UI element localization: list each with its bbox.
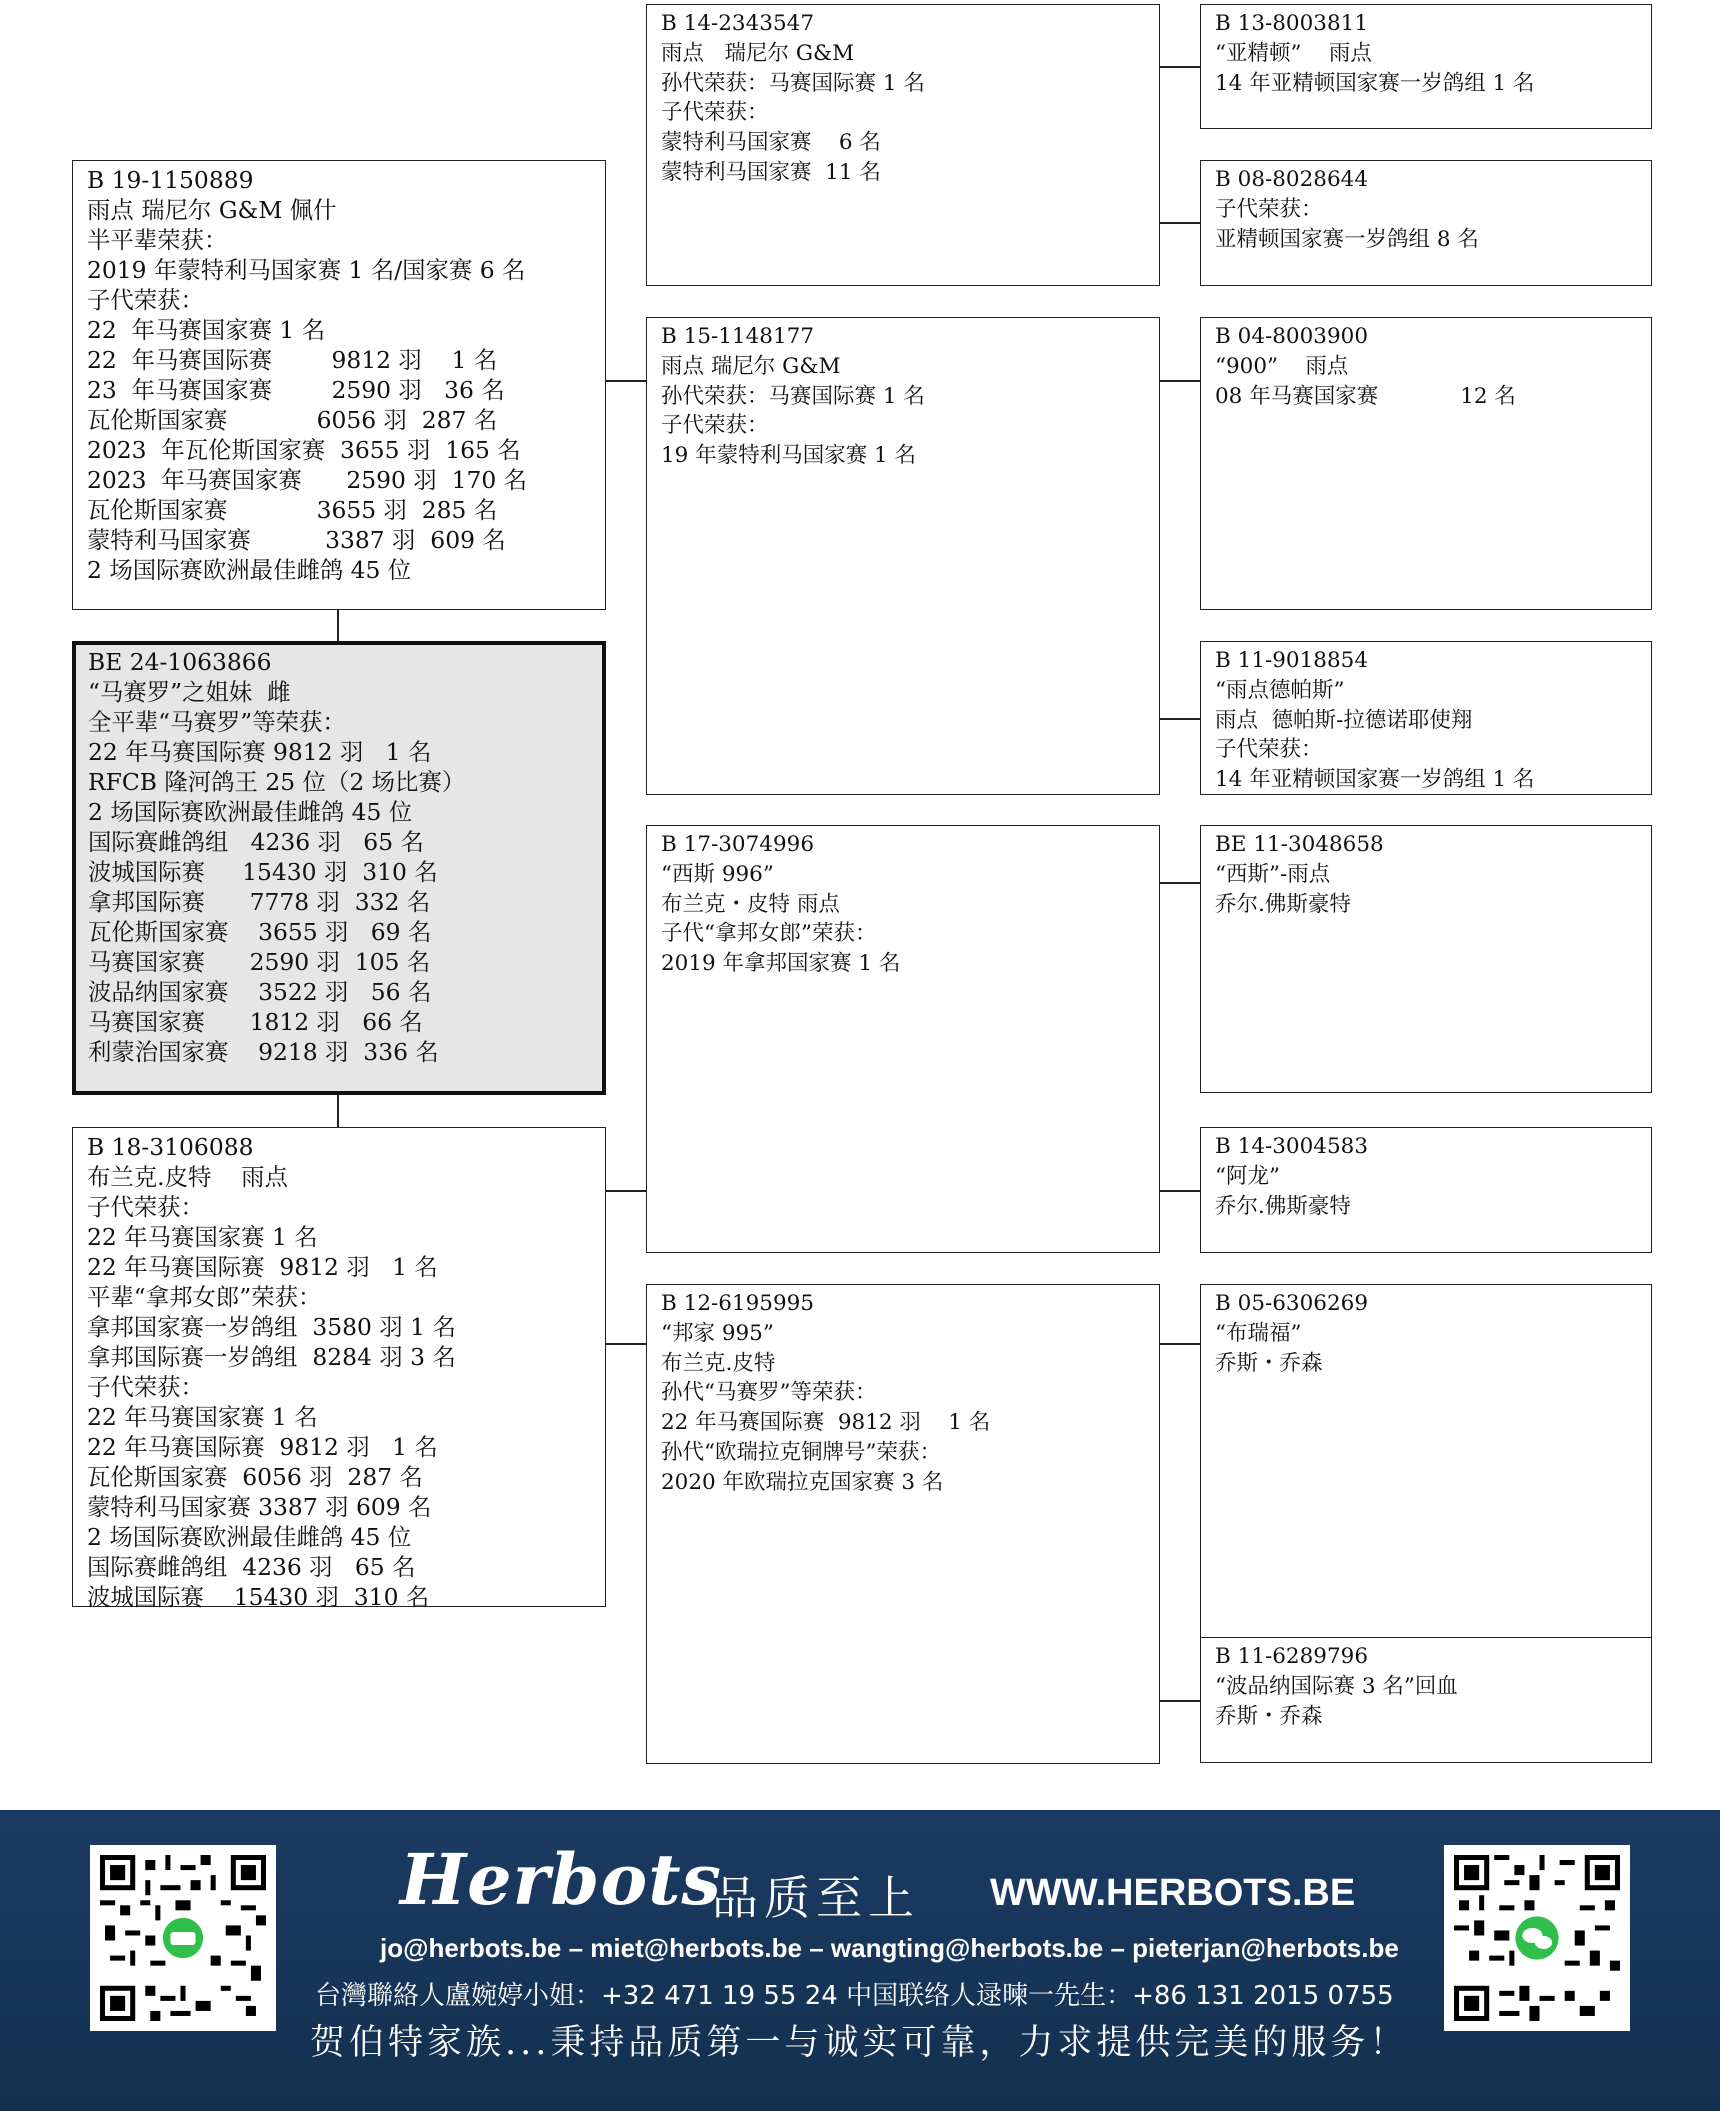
pedigree-line: 子代荣获： [661, 100, 769, 126]
ring-number: B 14-2343547 [661, 11, 815, 36]
ring-number: BE 24-1063866 [88, 648, 272, 676]
pedigree-line: 2023 年马赛国家赛 2590 羽 170 名 [87, 466, 528, 494]
great-grandparent-3-box [1200, 317, 1652, 610]
pedigree-line: 蒙特利马国家赛 11 名 [661, 159, 881, 185]
pedigree-line: 亚精顿国家赛一岁鸽组 8 名 [1215, 226, 1479, 252]
pedigree-line: 子代荣获： [1215, 196, 1323, 222]
pedigree-line: 2 场国际赛欧洲最佳雌鸽 45 位 [88, 798, 413, 826]
connector [1160, 222, 1200, 224]
pedigree-line: 雨点 瑞尼尔 G&M 佩什 [87, 196, 337, 224]
dam-dam-box [646, 1284, 1160, 1764]
pedigree-line: 布兰克.皮特 [661, 1350, 776, 1376]
ring-number: BE 11-3048658 [1215, 832, 1384, 857]
pedigree-line: 布兰克・皮特 雨点 [661, 891, 840, 917]
pedigree-line: 乔斯・乔森 [1215, 1703, 1323, 1729]
connector [1160, 882, 1200, 884]
ring-number: B 15-1148177 [661, 324, 815, 349]
connector [606, 1343, 646, 1345]
pedigree-line: 14 年亚精顿国家赛一岁鸽组 1 名 [1215, 767, 1535, 793]
pedigree-line: 子代荣获： [87, 1373, 204, 1401]
pedigree-line: 22 年马赛国家赛 1 名 [87, 316, 326, 344]
great-grandparent-5-box [1200, 825, 1652, 1093]
pedigree-line: 子代荣获： [661, 413, 769, 439]
pedigree-line: “900” 雨点 [1215, 353, 1349, 379]
pedigree-line: 蒙特利马国家赛 6 名 [661, 130, 881, 156]
connector [1160, 718, 1200, 720]
pedigree-line: 蒙特利马国家赛 3387 羽 609 名 [87, 526, 506, 554]
qr-code-image [100, 1855, 266, 2021]
qr-code-left[interactable] [90, 1845, 276, 2031]
ring-number: B 04-8003900 [1215, 324, 1369, 349]
pedigree-line: 拿邦国际赛 7778 羽 332 名 [88, 888, 431, 916]
great-grandparent-1-box [1200, 4, 1652, 129]
ring-number: B 19-1150889 [87, 166, 254, 194]
connector [1160, 1700, 1200, 1702]
qr-code-image [1454, 1855, 1620, 2021]
pedigree-line: 14 年亚精顿国家赛一岁鸽组 1 名 [1215, 70, 1535, 96]
pedigree-line: “亚精顿” 雨点 [1215, 40, 1372, 66]
pedigree-line: 蒙特利马国家赛 3387 羽 609 名 [87, 1493, 432, 1521]
pedigree-line: 拿邦国际赛一岁鸽组 8284 羽 3 名 [87, 1343, 456, 1371]
pedigree-line: 子代“拿邦女郎”荣获： [661, 921, 877, 947]
pedigree-line: 孙代荣获：马赛国际赛 1 名 [661, 383, 925, 409]
ring-number: B 11-6289796 [1215, 1644, 1369, 1669]
pedigree-line: 波品纳国家赛 3522 羽 56 名 [88, 978, 432, 1006]
website-link[interactable]: WWW.HERBOTS.BE [990, 1872, 1356, 1914]
pedigree-line: 2019 年拿邦国家赛 1 名 [661, 951, 901, 977]
pedigree-line: 半平辈荣获： [87, 226, 228, 254]
pedigree-line: 22 年马赛国家赛 1 名 [87, 1403, 318, 1431]
pedigree-line: 乔尔.佛斯豪特 [1215, 1193, 1351, 1219]
ring-number: B 17-3074996 [661, 832, 815, 857]
pedigree-line: 雨点 德帕斯-拉德诺耶使翔 [1215, 707, 1473, 733]
pedigree-line: RFCB 隆河鸽王 25 位（2 场比赛） [88, 768, 466, 796]
connector [1160, 66, 1200, 68]
pedigree-line: 19 年蒙特利马国家赛 1 名 [661, 443, 917, 469]
pedigree-line: 22 年马赛国际赛 9812 羽 1 名 [87, 1433, 438, 1461]
pedigree-line: 波城国际赛 15430 羽 310 名 [88, 858, 438, 886]
pedigree-line: 利蒙治国家赛 9218 羽 336 名 [88, 1038, 439, 1066]
dam-sire-box [646, 825, 1160, 1253]
ring-number: B 13-8003811 [1215, 11, 1369, 36]
pedigree-line: 子代荣获： [87, 1193, 204, 1221]
phone-contacts: 台灣聯絡人盧婉婷小姐：+32 471 19 55 24 中国联络人逯暕一先生：+86 131 2015 0755 [315, 1981, 1394, 2011]
pedigree-line: 22 年马赛国际赛 9812 羽 1 名 [87, 346, 498, 374]
pedigree-line: “波品纳国际赛 3 名”回血 [1215, 1673, 1458, 1699]
pedigree-line: 子代荣获： [1215, 737, 1323, 763]
pedigree-line: 2019 年蒙特利马国家赛 1 名/国家赛 6 名 [87, 256, 526, 284]
connector [1160, 380, 1200, 382]
pedigree-line: 全平辈“马赛罗”等荣获： [88, 708, 346, 736]
pedigree-line: 国际赛雌鸽组 4236 羽 65 名 [88, 828, 424, 856]
pedigree-line: 孙代荣获：马赛国际赛 1 名 [661, 70, 925, 96]
pedigree-line: 2020 年欧瑞拉克国家赛 3 名 [661, 1469, 944, 1495]
connector [1160, 1190, 1200, 1192]
pedigree-line: 平辈“拿邦女郎”荣获： [87, 1283, 322, 1311]
pedigree-line: 瓦伦斯国家赛 6056 羽 287 名 [87, 406, 498, 434]
pedigree-line: 拿邦国家赛一岁鸽组 3580 羽 1 名 [87, 1313, 456, 1341]
great-grandparent-4-box [1200, 641, 1652, 795]
great-grandparent-7-box [1200, 1284, 1652, 1639]
connector [606, 1190, 646, 1192]
pedigree-line: 2023 年瓦伦斯国家赛 3655 羽 165 名 [87, 436, 521, 464]
ring-number: B 08-8028644 [1215, 167, 1369, 192]
dam-box [72, 1127, 606, 1611]
subject-box [72, 641, 606, 1095]
pedigree-line: 23 年马赛国家赛 2590 羽 36 名 [87, 376, 505, 404]
pedigree-line: 22 年马赛国际赛 9812 羽 1 名 [88, 738, 432, 766]
pedigree-line: “西斯”-雨点 [1215, 861, 1331, 887]
pedigree-line: 波城国际赛 15430 羽 310 名 [87, 1583, 430, 1611]
email-contacts[interactable]: jo@herbots.be – miet@herbots.be – wangting@herbots.be – pieterjan@herbots.be [380, 1933, 1399, 1963]
pedigree-line: “邦家 995” [661, 1320, 774, 1346]
great-grandparent-6-box [1200, 1127, 1652, 1253]
pedigree-line: 2 场国际赛欧洲最佳雌鸽 45 位 [87, 1523, 412, 1551]
great-grandparent-8-box [1200, 1637, 1652, 1763]
motto: 贺伯特家族...秉持品质第一与诚实可靠，力求提供完美的服务！ [310, 2023, 1409, 2063]
pedigree-line: 雨点 瑞尼尔 G&M [661, 353, 841, 379]
pedigree-line: “布瑞福” [1215, 1320, 1302, 1346]
pedigree-line: 布兰克.皮特 雨点 [87, 1163, 288, 1191]
pedigree-line: “雨点德帕斯” [1215, 677, 1345, 703]
pedigree-line: 子代荣获： [87, 286, 204, 314]
connector [606, 380, 646, 382]
pedigree-line: 马赛国家赛 1812 羽 66 名 [88, 1008, 423, 1036]
pedigree-line: 乔尔.佛斯豪特 [1215, 891, 1351, 917]
qr-code-right[interactable] [1444, 1845, 1630, 2031]
sire-box [72, 160, 606, 610]
pedigree-line: 孙代“马赛罗”等荣获： [661, 1380, 877, 1406]
pedigree-line: “西斯 996” [661, 861, 774, 887]
pedigree-line: “马赛罗”之姐妹 雌 [88, 678, 291, 706]
pedigree-line: 2 场国际赛欧洲最佳雌鸽 45 位 [87, 556, 412, 584]
pedigree-line: 马赛国家赛 2590 羽 105 名 [88, 948, 431, 976]
pedigree-line: 22 年马赛国际赛 9812 羽 1 名 [87, 1253, 438, 1281]
pedigree-line: 孙代“欧瑞拉克铜牌号”荣获： [661, 1439, 941, 1465]
pedigree-line: 22 年马赛国际赛 9812 羽 1 名 [661, 1410, 991, 1436]
great-grandparent-2-box [1200, 160, 1652, 286]
pedigree-line: “阿龙” [1215, 1163, 1280, 1189]
pedigree-line: 乔斯・乔森 [1215, 1350, 1323, 1376]
brand-logo: Herbots [400, 1838, 722, 1921]
pedigree-line: 瓦伦斯国家赛 3655 羽 285 名 [87, 496, 498, 524]
pedigree-line: 瓦伦斯国家赛 6056 羽 287 名 [87, 1463, 423, 1491]
tagline: 品质至上 [712, 1871, 920, 1925]
pedigree-line: 22 年马赛国家赛 1 名 [87, 1223, 318, 1251]
ring-number: B 05-6306269 [1215, 1291, 1369, 1316]
connector [337, 1095, 339, 1127]
connector [337, 610, 339, 641]
sire-sire-box [646, 4, 1160, 286]
sire-dam-box [646, 317, 1160, 795]
pedigree-line: 瓦伦斯国家赛 3655 羽 69 名 [88, 918, 432, 946]
ring-number: B 14-3004583 [1215, 1134, 1369, 1159]
pedigree-line: 雨点 瑞尼尔 G&M [661, 40, 855, 66]
ring-number: B 18-3106088 [87, 1133, 254, 1161]
connector [1160, 1343, 1200, 1345]
pedigree-line: 08 年马赛国家赛 12 名 [1215, 383, 1516, 409]
pedigree-line: 国际赛雌鸽组 4236 羽 65 名 [87, 1553, 416, 1581]
ring-number: B 11-9018854 [1215, 648, 1369, 673]
ring-number: B 12-6195995 [661, 1291, 815, 1316]
